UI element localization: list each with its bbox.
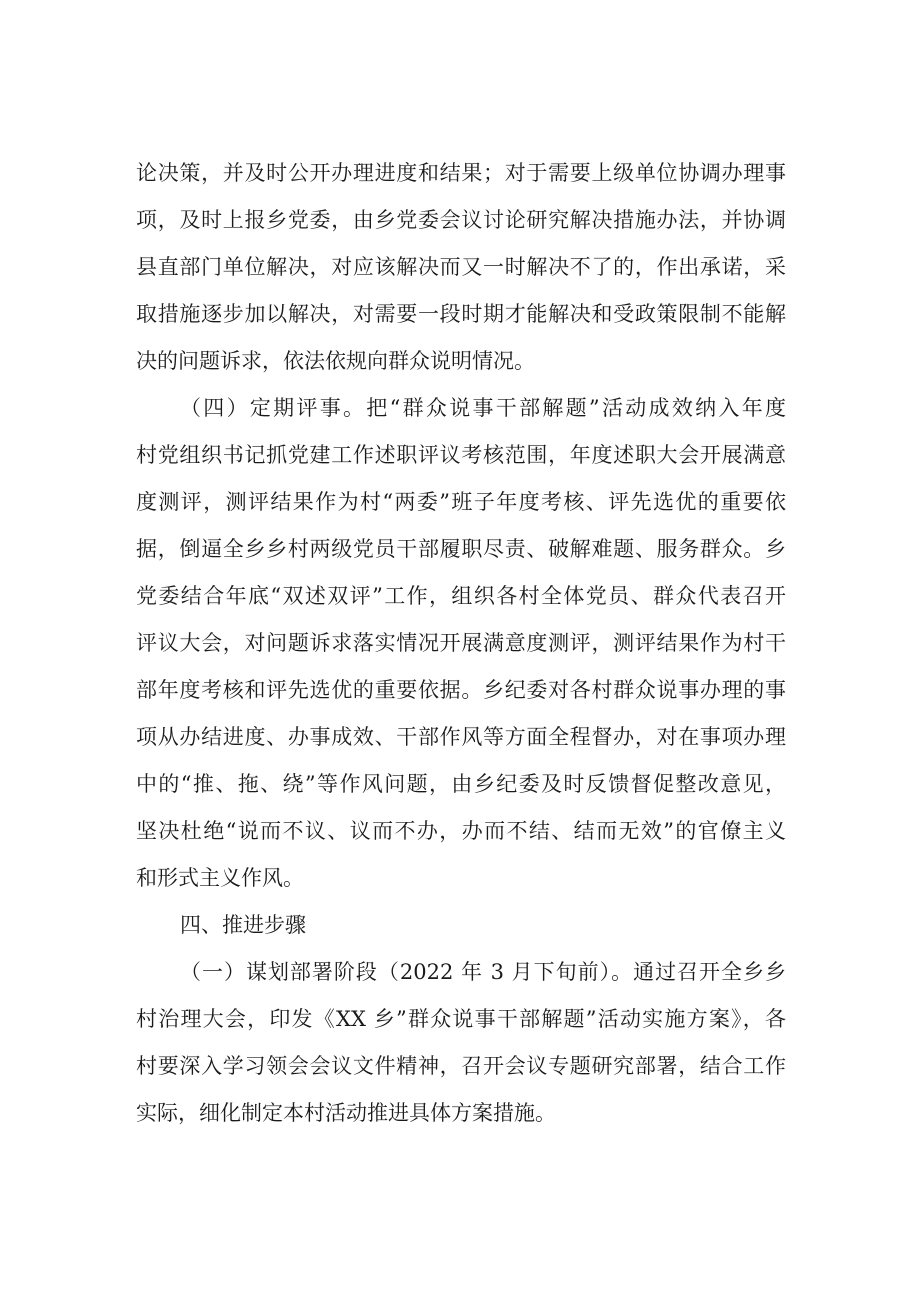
- paragraph-line: （四）定期评事。把“群众说事干部解题”活动成效纳入年度: [180, 396, 786, 420]
- paragraph-line: （一）谋划部署阶段（2022 年 3 月下旬前）。通过召开全乡乡: [180, 960, 786, 984]
- paragraph-line: 中的“推、拖、绕”等作风问题，由乡纪委及时反馈督促整改意见，: [136, 772, 786, 796]
- paragraph-line: 实际，细化制定本村活动推进具体方案措施。: [136, 1101, 556, 1125]
- paragraph-line: 坚决杜绝“说而不议、议而不办，办而不结、结而无效”的官僚主义: [136, 819, 786, 843]
- paragraph-line: 项从办结进度、办事成效、干部作风等方面全程督办，对在事项办理: [136, 725, 786, 749]
- paragraph-line: 县直部门单位解决，对应该解决而又一时解决不了的，作出承诺，采: [136, 255, 786, 279]
- paragraph-line: 部年度考核和评先选优的重要依据。乡纪委对各村群众说事办理的事: [136, 678, 786, 702]
- paragraph-line: 决的问题诉求，依法依规向群众说明情况。: [136, 349, 535, 373]
- paragraph-line: 评议大会，对问题诉求落实情况开展满意度测评，测评结果作为村干: [136, 631, 786, 655]
- section-heading: 四、推进步骤: [180, 913, 306, 937]
- paragraph-line: 党委结合年底“双述双评”工作，组织各村全体党员、群众代表召开: [136, 584, 786, 608]
- paragraph-line: 村要深入学习领会会议文件精神，召开会议专题研究部署，结合工作: [136, 1054, 786, 1078]
- paragraph-line: 度测评，测评结果作为村“两委”班子年度考核、评先选优的重要依: [136, 490, 786, 514]
- paragraph-line: 论决策，并及时公开办理进度和结果；对于需要上级单位协调办理事: [136, 161, 786, 185]
- paragraph-line: 取措施逐步加以解决，对需要一段时期才能解决和受政策限制不能解: [136, 302, 786, 326]
- paragraph-line: 和形式主义作风。: [136, 866, 304, 890]
- paragraph-line: 据，倒逼全乡乡村两级党员干部履职尽责、破解难题、服务群众。乡: [136, 537, 786, 561]
- paragraph-line: 村治理大会，印发《XX 乡”群众说事干部解题”活动实施方案》，各: [136, 1007, 786, 1031]
- paragraph-line: 村党组织书记抓党建工作述职评议考核范围，年度述职大会开展满意: [136, 443, 786, 467]
- paragraph-line: 项，及时上报乡党委，由乡党委会议讨论研究解决措施办法，并协调: [136, 208, 786, 232]
